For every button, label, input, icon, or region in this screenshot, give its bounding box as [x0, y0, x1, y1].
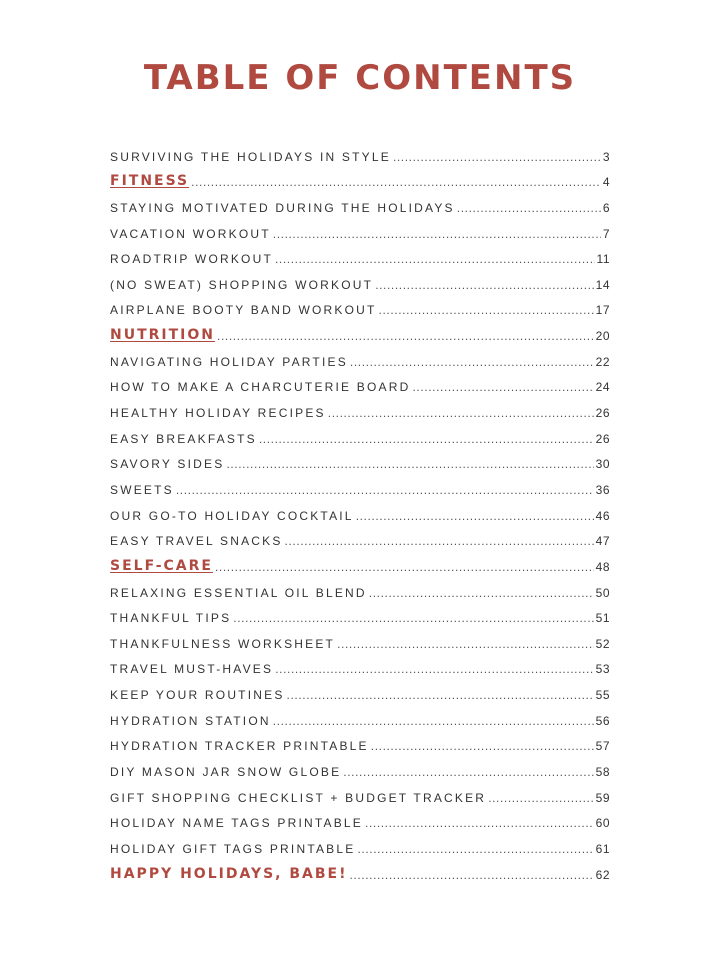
toc-entry-label: SURVIVING THE HOLIDAYS IN STYLE — [110, 149, 391, 164]
toc-entry[interactable] — [110, 805, 610, 831]
dot-leader — [275, 252, 595, 266]
toc-entry-label: VACATION WORKOUT — [110, 226, 271, 241]
toc-page-number: 7 — [602, 226, 610, 241]
dot-leader — [176, 483, 594, 497]
toc-entry-label: SWEETS — [110, 482, 174, 497]
toc-entry-label: HYDRATION STATION — [110, 713, 271, 728]
toc-page-number: 55 — [595, 688, 610, 703]
toc-entry-label: GIFT SHOPPING CHECKLIST + BUDGET TRACKER — [110, 790, 487, 805]
dot-leader — [275, 662, 593, 676]
toc-page-number: 14 — [595, 277, 610, 292]
toc-entry-label: OUR GO-TO HOLIDAY COCKTAIL — [110, 508, 354, 523]
table-of-contents — [110, 138, 610, 882]
toc-entry[interactable] — [110, 420, 610, 446]
dot-leader — [457, 201, 601, 215]
dot-leader — [375, 278, 593, 292]
toc-page-number: 60 — [595, 816, 610, 831]
toc-entry[interactable] — [110, 676, 610, 702]
dot-leader — [343, 765, 593, 779]
toc-entry-label: EASY BREAKFASTS — [110, 431, 257, 446]
toc-entry[interactable] — [110, 625, 610, 651]
toc-entry-label: EASY TRAVEL SNACKS — [110, 534, 283, 549]
toc-entry[interactable] — [110, 292, 610, 318]
toc-entry[interactable] — [110, 241, 610, 267]
toc-entry[interactable] — [110, 702, 610, 728]
toc-page-number: 46 — [595, 508, 610, 523]
dot-leader — [337, 637, 594, 651]
toc-page-number: 47 — [595, 534, 610, 549]
dot-leader — [365, 816, 594, 830]
toc-entry-label: THANKFUL TIPS — [110, 611, 232, 626]
toc-section-heading[interactable] — [110, 548, 610, 574]
dot-leader — [369, 586, 594, 600]
toc-page-number: 57 — [595, 739, 610, 754]
toc-page-number: 17 — [595, 303, 610, 318]
toc-entry-label: ROADTRIP WORKOUT — [110, 252, 273, 267]
page-title: TABLE OF CONTENTS — [143, 58, 577, 98]
dot-leader — [191, 175, 601, 189]
toc-entry-label: THANKFULNESS WORKSHEET — [110, 636, 336, 651]
toc-page-number: 51 — [595, 611, 610, 626]
toc-section-heading[interactable] — [110, 317, 610, 343]
toc-entry-label: KEEP YOUR ROUTINES — [110, 688, 285, 703]
toc-entry-label: HAPPY HOLIDAYS, BABE! — [110, 865, 348, 882]
toc-page-number: 20 — [595, 329, 610, 344]
toc-entry[interactable] — [110, 651, 610, 677]
toc-entry[interactable] — [110, 369, 610, 395]
toc-entry[interactable] — [110, 394, 610, 420]
toc-page-number: 59 — [595, 790, 610, 805]
toc-entry-label: TRAVEL MUST-HAVES — [110, 662, 274, 677]
dot-leader — [273, 714, 594, 728]
toc-page-number: 6 — [602, 200, 610, 215]
toc-page-number: 4 — [602, 175, 610, 190]
toc-page-number: 58 — [595, 765, 610, 780]
dot-leader — [287, 688, 594, 702]
dot-leader — [357, 842, 593, 856]
toc-entry[interactable] — [110, 189, 610, 215]
toc-entry-label: NUTRITION — [110, 327, 216, 344]
toc-entry-label: HOW TO MAKE A CHARCUTERIE BOARD — [110, 380, 411, 395]
toc-entry-label: HOLIDAY NAME TAGS PRINTABLE — [110, 816, 364, 831]
toc-section-heading[interactable] — [110, 856, 610, 882]
dot-leader — [273, 227, 601, 241]
toc-entry-label: RELAXING ESSENTIAL OIL BLEND — [110, 585, 367, 600]
toc-entry-label: HEALTHY HOLIDAY RECIPES — [110, 406, 326, 421]
dot-leader — [350, 868, 594, 882]
dot-leader — [488, 791, 593, 805]
toc-entry-label: (NO SWEAT) SHOPPING WORKOUT — [110, 277, 374, 292]
toc-entry[interactable] — [110, 753, 610, 779]
toc-entry-label: STAYING MOTIVATED DURING THE HOLIDAYS — [110, 200, 455, 215]
toc-entry-label: SELF-CARE — [110, 557, 213, 574]
toc-section-heading[interactable] — [110, 164, 610, 190]
dot-leader — [379, 303, 594, 317]
toc-entry-label: NAVIGATING HOLIDAY PARTIES — [110, 354, 348, 369]
toc-entry[interactable] — [110, 728, 610, 754]
dot-leader — [285, 534, 594, 548]
dot-leader — [259, 432, 594, 446]
toc-entry[interactable] — [110, 779, 610, 805]
toc-page-number: 24 — [595, 380, 610, 395]
toc-entry[interactable] — [110, 266, 610, 292]
dot-leader — [217, 329, 594, 343]
toc-entry-label: SAVORY SIDES — [110, 457, 225, 472]
toc-page-number: 52 — [595, 636, 610, 651]
toc-page-number: 36 — [595, 482, 610, 497]
toc-page-number: 30 — [595, 457, 610, 472]
toc-entry[interactable] — [110, 574, 610, 600]
toc-entry[interactable] — [110, 343, 610, 369]
toc-page-number: 3 — [602, 149, 610, 164]
dot-leader — [356, 509, 594, 523]
toc-entry[interactable] — [110, 600, 610, 626]
toc-entry-label: DIY MASON JAR SNOW GLOBE — [110, 765, 342, 780]
dot-leader — [226, 457, 593, 471]
toc-page-number: 61 — [595, 841, 610, 856]
toc-page-number: 56 — [595, 713, 610, 728]
toc-entry-label: HOLIDAY GIFT TAGS PRINTABLE — [110, 841, 356, 856]
toc-entry[interactable] — [110, 138, 610, 164]
toc-page-number: 22 — [595, 354, 610, 369]
toc-entry[interactable] — [110, 446, 610, 472]
toc-page-number: 62 — [595, 867, 610, 882]
dot-leader — [350, 355, 594, 369]
dot-leader — [215, 560, 594, 574]
dot-leader — [328, 406, 594, 420]
toc-page-number: 50 — [595, 585, 610, 600]
toc-page-number: 26 — [595, 431, 610, 446]
dot-leader — [371, 739, 594, 753]
toc-entry-label: HYDRATION TRACKER PRINTABLE — [110, 739, 369, 754]
toc-entry[interactable] — [110, 830, 610, 856]
dot-leader — [393, 150, 601, 164]
toc-page-number: 48 — [595, 559, 610, 574]
toc-entry[interactable] — [110, 497, 610, 523]
toc-entry[interactable] — [110, 471, 610, 497]
toc-entry-label: FITNESS — [110, 173, 190, 190]
dot-leader — [233, 611, 593, 625]
dot-leader — [412, 380, 593, 394]
toc-page-number: 26 — [595, 406, 610, 421]
toc-entry[interactable] — [110, 215, 610, 241]
toc-entry[interactable] — [110, 523, 610, 549]
toc-page-number: 11 — [596, 252, 610, 267]
toc-page-number: 53 — [595, 662, 610, 677]
toc-entry-label: AIRPLANE BOOTY BAND WORKOUT — [110, 303, 377, 318]
